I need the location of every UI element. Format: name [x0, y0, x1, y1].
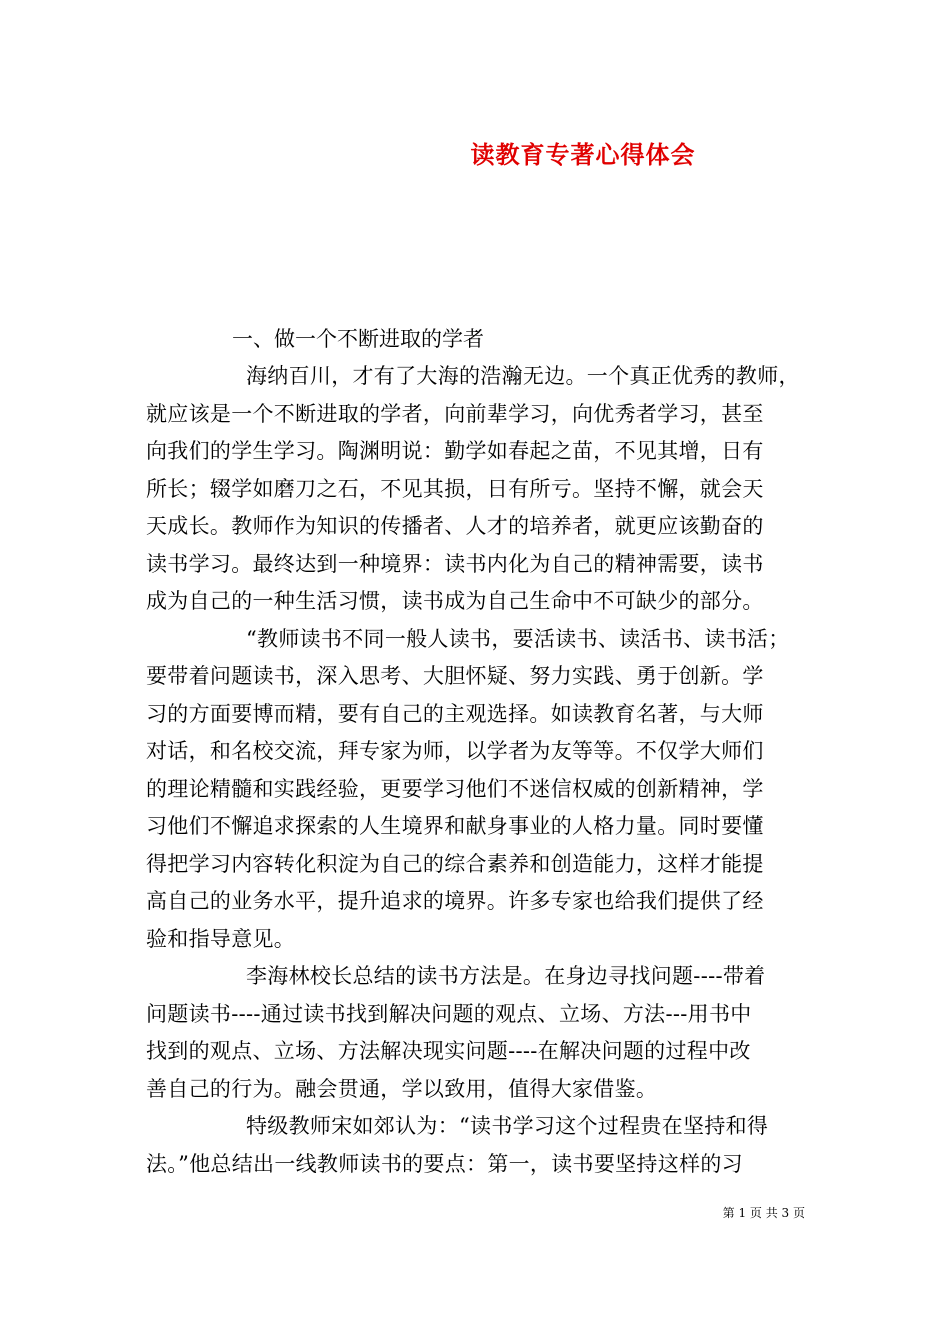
- text-line: 就应该是一个不断进取的学者，向前辈学习，向优秀者学习，甚至: [146, 401, 764, 426]
- text-line: 的理论精髓和实践经验，更要学习他们不迷信权威的创新精神，学: [146, 776, 764, 801]
- text-line: 读书学习。最终达到一种境界：读书内化为自己的精神需要，读书: [146, 551, 764, 576]
- text-line: 习他们不懈追求探索的人生境界和献身事业的人格力量。同时要懂: [146, 814, 764, 838]
- text-line: 高自己的业务水平，提升追求的境界。许多专家也给我们提供了经: [146, 889, 764, 913]
- body-text: [146, 358, 806, 1183]
- text-line: 海纳百川，才有了大海的浩瀚无边。一个真正优秀的教师，: [246, 364, 800, 388]
- text-line: 验和指导意见。: [146, 926, 296, 951]
- text-line: 向我们的学生学习。陶渊明说：勤学如春起之苗，不见其增，日有: [146, 439, 764, 463]
- text-line: 所长；辍学如磨刀之石，不见其损，日有所亏。坚持不懈，就会天: [146, 476, 764, 501]
- text-line: 找到的观点、立场、方法解决现实问题----在解决问题的过程中改: [146, 1039, 751, 1063]
- text-line: 对话，和名校交流，拜专家为师，以学者为友等等。不仅学大师们: [146, 739, 764, 763]
- text-line: 得把学习内容转化积淀为自己的综合素养和创造能力，这样才能提: [146, 851, 764, 876]
- text-line: 特级教师宋如郊认为：“读书学习这个过程贵在坚持和得: [246, 1114, 769, 1138]
- text-line: 善自己的行为。融会贯通，学以致用，值得大家借鉴。: [146, 1076, 658, 1101]
- text-line: 李海林校长总结的读书方法是。在身边寻找问题----带着: [246, 964, 766, 988]
- text-line: 问题读书----通过读书找到解决问题的观点、立场、方法---用书中: [146, 1001, 752, 1026]
- page-footer: 第 1 页 共 3 页: [722, 1206, 805, 1220]
- text-line: 要带着问题读书，深入思考、大胆怀疑、努力实践、勇于创新。学: [146, 664, 764, 688]
- section-heading: 一、做一个不断进取的学者: [232, 327, 484, 351]
- text-line: 法。”他总结出一线教师读书的要点：第一，读书要坚持这样的习: [146, 1151, 743, 1176]
- page-title: 读教育专著心得体会: [470, 140, 696, 169]
- text-line: 成为自己的一种生活习惯，读书成为自己生命中不可缺少的部分。: [146, 589, 764, 613]
- text-line: “教师读书不同一般人读书，要活读书、读活书、读书活；: [246, 626, 790, 651]
- text-line: 天成长。教师作为知识的传播者、人才的培养者，就更应该勤奋的: [146, 514, 764, 538]
- text-line: 习的方面要博而精，要有自己的主观选择。如读教育名著，与大师: [146, 701, 764, 726]
